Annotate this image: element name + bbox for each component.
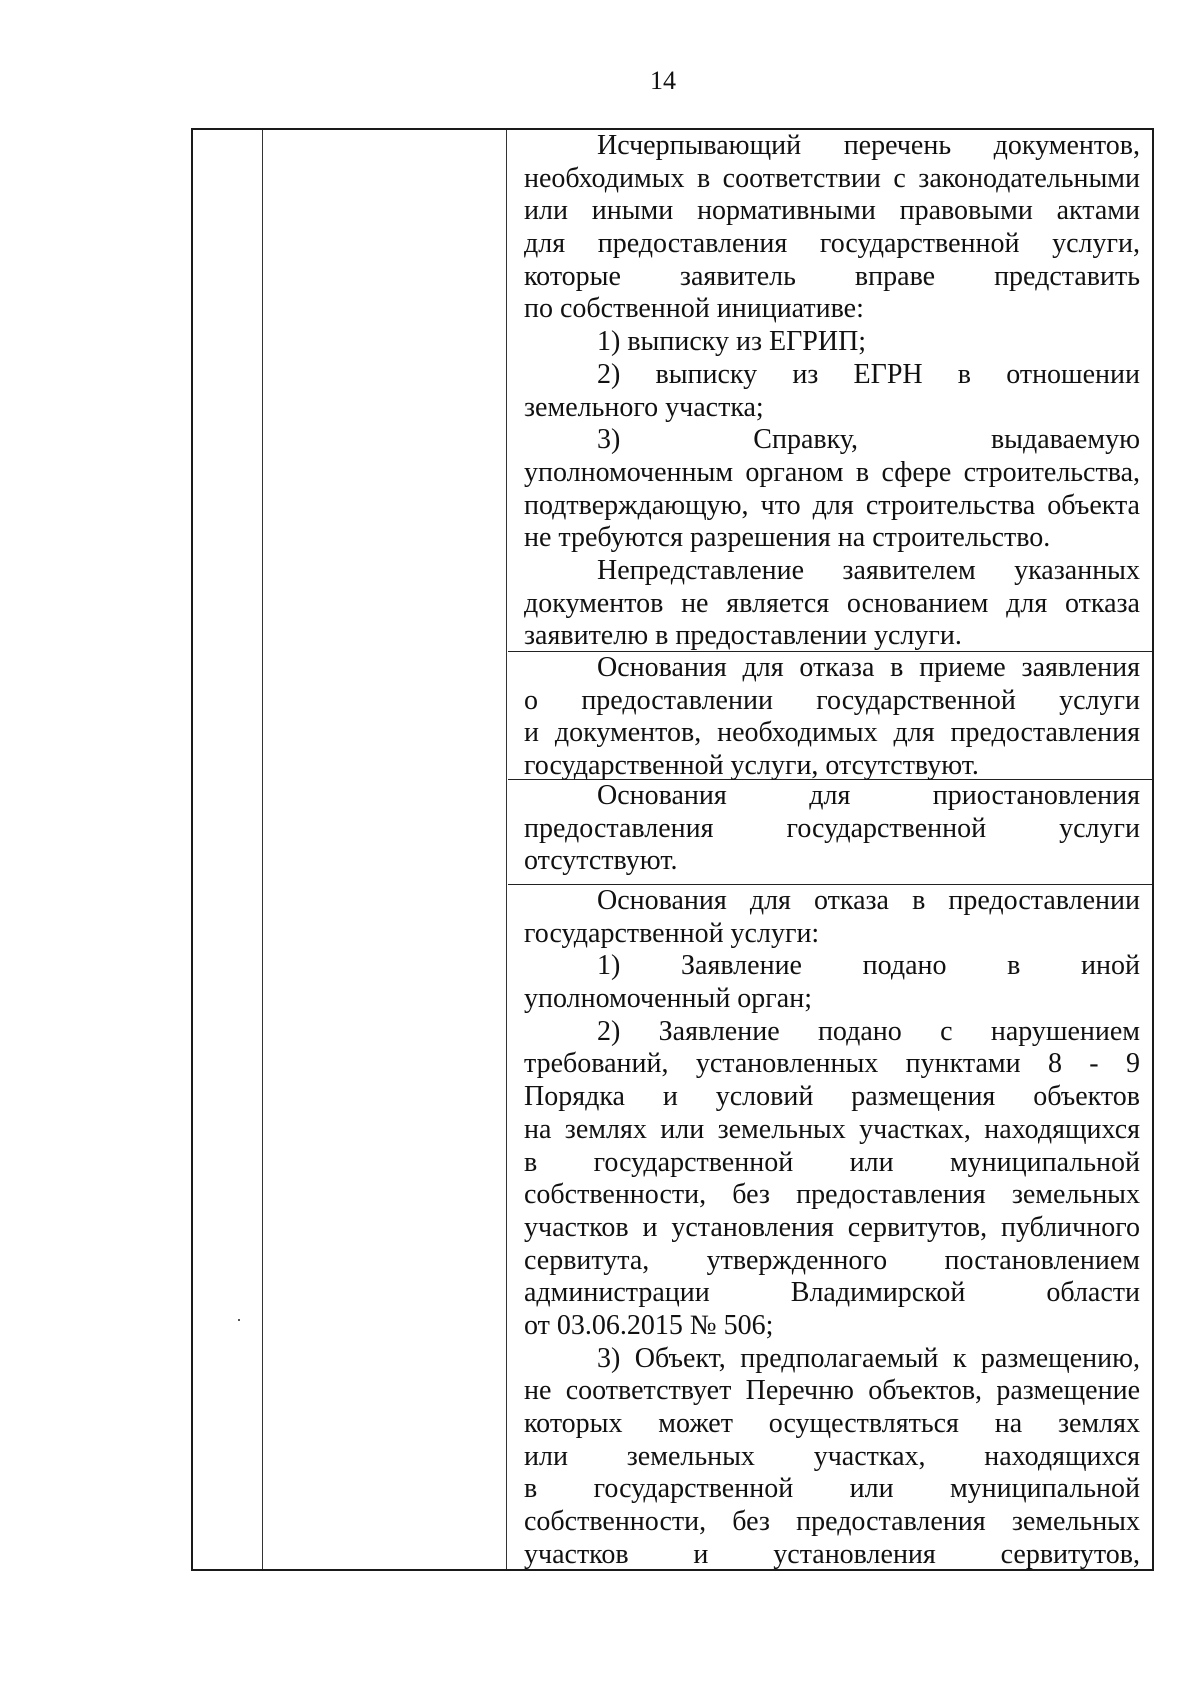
text-line: государственной услуги, отсутствуют. (524, 750, 979, 782)
text-line: собственности, без предоставления земельных (524, 1506, 1140, 1538)
text-line: администрации Владимирской области (524, 1277, 1140, 1309)
table-cell-suspension (508, 780, 1152, 885)
text-line: уполномоченным органом в сфере строительства, (524, 456, 1140, 488)
text-line: Непредставление заявителем указанных (597, 554, 1140, 586)
scan-speck (238, 1319, 240, 1321)
text-line: участков и установления сервитутов, публичного (524, 1211, 1140, 1243)
text-line: 2) выписку из ЕГРН в отношении (597, 358, 1140, 390)
text-line: участков и установления сервитутов, (524, 1538, 1140, 1570)
paragraph (524, 652, 1140, 783)
page-number: 14 (650, 66, 676, 95)
text-line: 1) Заявление подано в иной (597, 950, 1140, 982)
text-line: необходимых в соответствии с законодательными (524, 162, 1140, 194)
text-line: собственности, без предоставления земельных (524, 1179, 1140, 1211)
text-line: о предоставлении государственной услуги (524, 684, 1140, 716)
text-line: в государственной или муниципальной (524, 1146, 1140, 1178)
text-line: Основания для отказа в предоставлении (597, 885, 1140, 916)
text-line: предоставления государственной услуги (524, 812, 1140, 844)
text-line: земельного участка; (524, 391, 764, 423)
column-divider (506, 130, 507, 1569)
text-line: 3) Объект, предполагаемый к размещению, (597, 1342, 1140, 1374)
text-line: не требуются разрешения на строительство. (524, 522, 1051, 554)
text-line: на землях или земельных участках, находящихся (524, 1113, 1140, 1145)
paragraph (524, 1343, 1140, 1572)
text-line: в государственной или муниципальной (524, 1473, 1140, 1505)
text-line: государственной услуги: (524, 917, 820, 949)
text-line: от 03.06.2015 № 506; (524, 1309, 774, 1341)
text-line: отсутствуют. (524, 845, 678, 877)
text-line: требований, установленных пунктами 8 - 9 (524, 1048, 1140, 1080)
text-line: 3) Справку, выдаваемую (597, 424, 1140, 456)
table-cell-optional-documents (508, 130, 1152, 652)
text-line: для предоставления государственной услуги, (524, 228, 1140, 260)
paragraph (524, 885, 1140, 950)
paragraph (524, 780, 1140, 878)
text-line: которые заявитель вправе представить (524, 260, 1140, 292)
text-line: заявителю в предоставлении услуги. (524, 620, 962, 652)
text-line: 1) выписку из ЕГРИП; (597, 326, 867, 358)
paragraph (524, 130, 1140, 326)
text-line: документов не является основанием для отказа (524, 587, 1140, 619)
table-cell-refusal-grounds (508, 885, 1152, 1573)
document-table (191, 128, 1154, 1571)
text-line: сервитута, утвержденного постановлением (524, 1244, 1140, 1276)
text-line: Основания для приостановления (597, 780, 1140, 811)
paragraph (524, 326, 1140, 359)
paragraph (524, 950, 1140, 1015)
paragraph (524, 1016, 1140, 1343)
text-line: и документов, необходимых для предоставления (524, 717, 1140, 749)
text-line: уполномоченный орган; (524, 983, 812, 1015)
paragraph (524, 555, 1140, 653)
paragraph (524, 359, 1140, 424)
text-line: Порядка и условий размещения объектов (524, 1081, 1140, 1113)
text-line: которых может осуществляться на землях (524, 1408, 1140, 1439)
text-line: или земельных участках, находящихся (524, 1440, 1140, 1472)
text-line: подтверждающую, что для строительства объекта (524, 489, 1140, 521)
text-line: по собственной инициативе: (524, 293, 864, 325)
column-divider (262, 130, 263, 1569)
text-line: 2) Заявление подано с нарушением (597, 1015, 1140, 1047)
text-line: Исчерпывающий перечень документов, (597, 130, 1140, 161)
table-cell-refusal-to-accept (508, 652, 1152, 780)
paragraph (524, 424, 1140, 555)
text-line: не соответствует Перечню объектов, размещение (524, 1375, 1140, 1407)
text-line: Основания для отказа в приеме заявления (597, 652, 1140, 683)
text-line: или иными нормативными правовыми актами (524, 195, 1140, 227)
